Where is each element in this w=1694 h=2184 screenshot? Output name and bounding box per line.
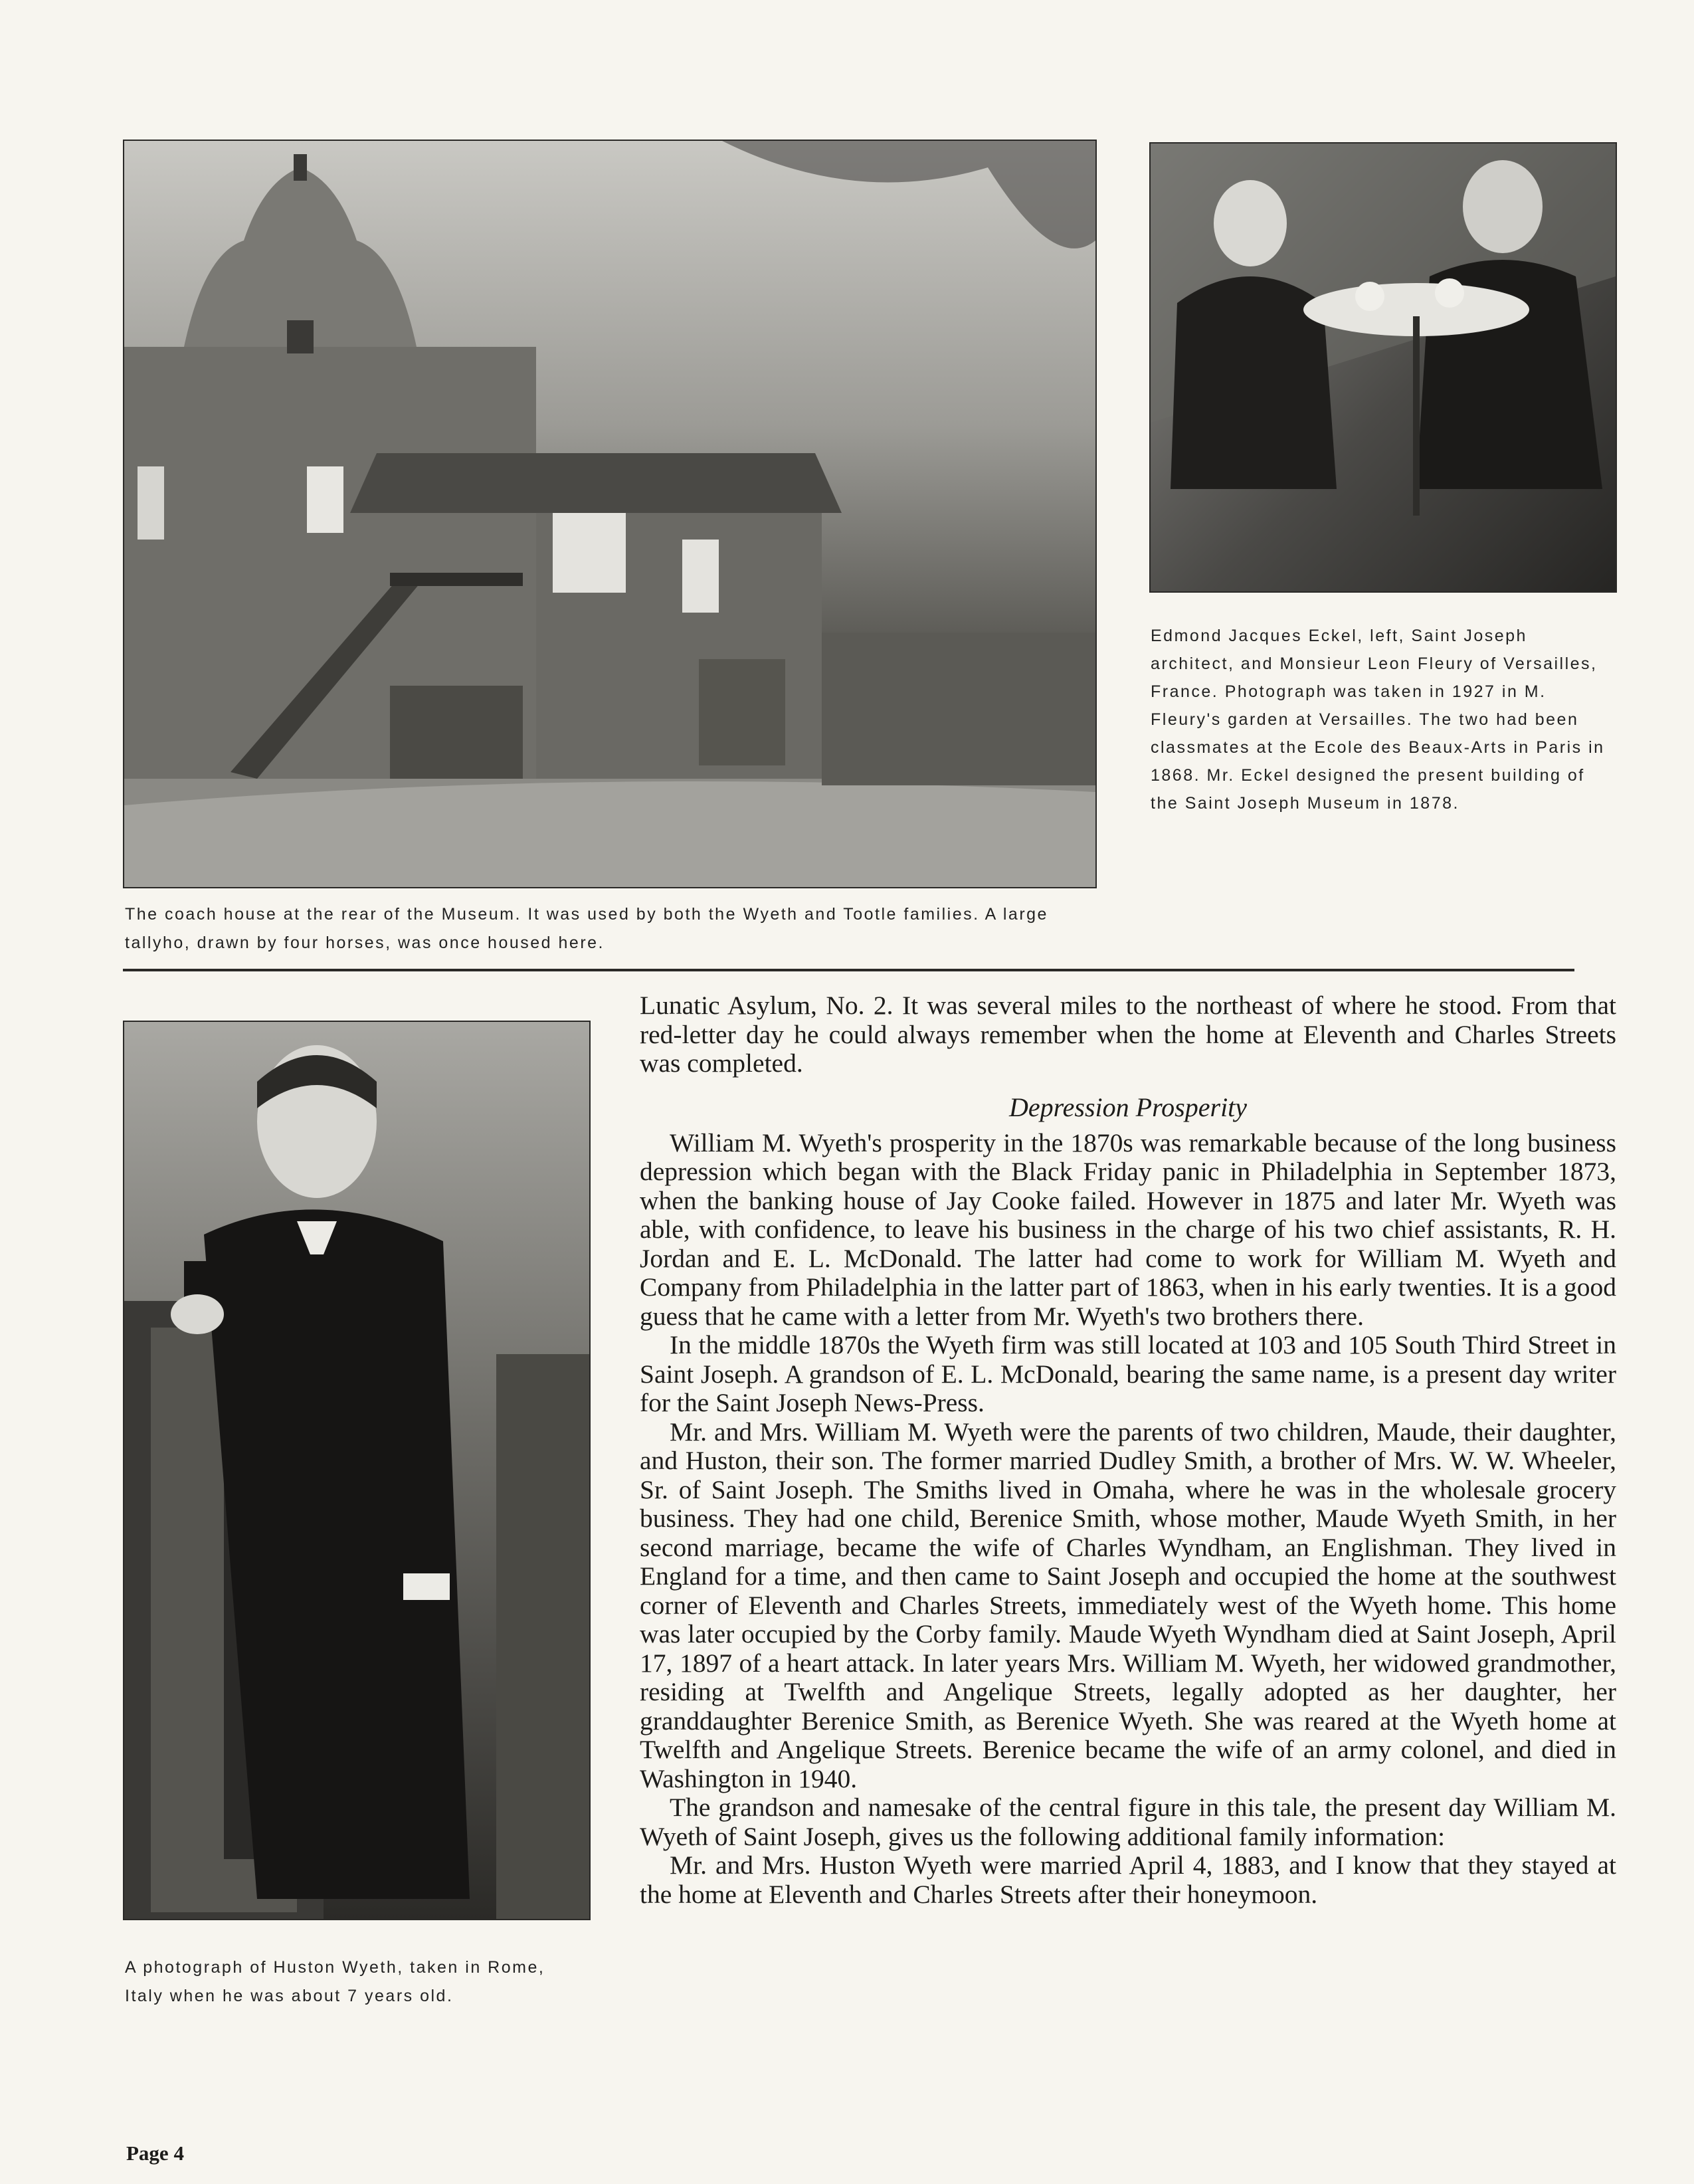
article-paragraph: Mr. and Mrs. Huston Wyeth were married April 4, 1883, and I know that they stayed at the home at Eleventh and Charles Streets after their honeymoon. xyxy=(640,1850,1616,1909)
article-paragraph: Mr. and Mrs. William M. Wyeth were the parents of two children, Maude, their daughter, and Huston, their son. The former married Dudley Smith, a brother of Mrs. W. W. Wheeler, Sr. of Saint Joseph. The Smiths lived in Omaha, where he was in the wholesale grocery business. They had one child, Berenice Smith, whose mother, Maude Wyeth Smith, in her second marriage, became the wife of Charles Wyndham, an Englishman. They lived in England for a time, and then came to Saint Joseph and occupied the home at the southwest corner of Eleventh and Charles Streets, immediately west of the Wyeth home. This home was later occupied by the Corby family. Maude Wyeth Wyndham died at Saint Joseph, April 17, 1897 of a heart attack. In later years Mrs. William M. Wyeth, her widowed grandmother, residing at Twelfth and Angelique Streets, legally adopted as her daughter, her granddaughter Berenice Smith, as Berenice Wyeth. She was reared at the Wyeth home at Twelfth and Angelique Streets. Berenice became the wife of an army colonel, and died in Washington in 1940. xyxy=(640,1417,1616,1793)
huston-wyeth-photo xyxy=(123,1021,591,1920)
eckel-fleury-caption: Edmond Jacques Eckel, left, Saint Joseph architect, and Monsieur Leon Fleury of Versailles, France. Photograph was taken in 1927 in M. Fleury's garden at Versailles. The two had been classmates at the Ecole des Beaux-Arts in Paris in 1868. Mr. Eckel designed the present building of the Saint Joseph Museum in 1878. xyxy=(1151,627,1605,813)
page-number: Page 4 xyxy=(126,2141,184,2165)
article-paragraph: In the middle 1870s the Wyeth firm was still located at 103 and 105 South Third Street in Saint Joseph. A grandson of E. L. McDonald, bearing the same name, is a present day writer for the Saint Joseph News-Press. xyxy=(640,1330,1616,1417)
article-opening: Lunatic Asylum, No. 2. It was several miles to the northeast of where he stood. From that red-letter day he could always remember when the home at Eleventh and Charles Streets was completed. xyxy=(640,991,1616,1078)
huston-wyeth-illustration xyxy=(124,1022,589,1919)
article-body xyxy=(640,991,1616,1909)
huston-wyeth-caption: A photograph of Huston Wyeth, taken in Rome, Italy when he was about 7 years old. xyxy=(125,1958,545,2005)
coach-house-caption: The coach house at the rear of the Museum. It was used by both the Wyeth and Tootle families. A large tallyho, drawn by four horses, was once housed here. xyxy=(125,905,1048,952)
section-heading: Depression Prosperity xyxy=(1008,1092,1248,1122)
coach-house-illustration xyxy=(124,141,1095,887)
coach-house-photo xyxy=(123,140,1097,888)
eckel-fleury-photo xyxy=(1149,142,1617,593)
eckel-fleury-illustration xyxy=(1151,144,1616,591)
article-paragraph: The grandson and namesake of the central figure in this tale, the present day William M. Wyeth of Saint Joseph, gives us the following additional family information: xyxy=(640,1793,1616,1851)
article-paragraph: William M. Wyeth's prosperity in the 1870s was remarkable because of the long business depression which began with the Black Friday panic in Philadelphia in September 1873, when the banking house of Jay Cooke failed. However in 1875 and later Mr. Wyeth was able, with confidence, to leave his business in the charge of his two chief assistants, R. H. Jordan and E. L. McDonald. The latter had come to work for William M. Wyeth and Company from Philadelphia in the latter part of 1863, when in his early twenties. It is a good guess that he came with a letter from Mr. Wyeth's two brothers there. xyxy=(640,1128,1616,1331)
section-divider xyxy=(123,969,1574,971)
